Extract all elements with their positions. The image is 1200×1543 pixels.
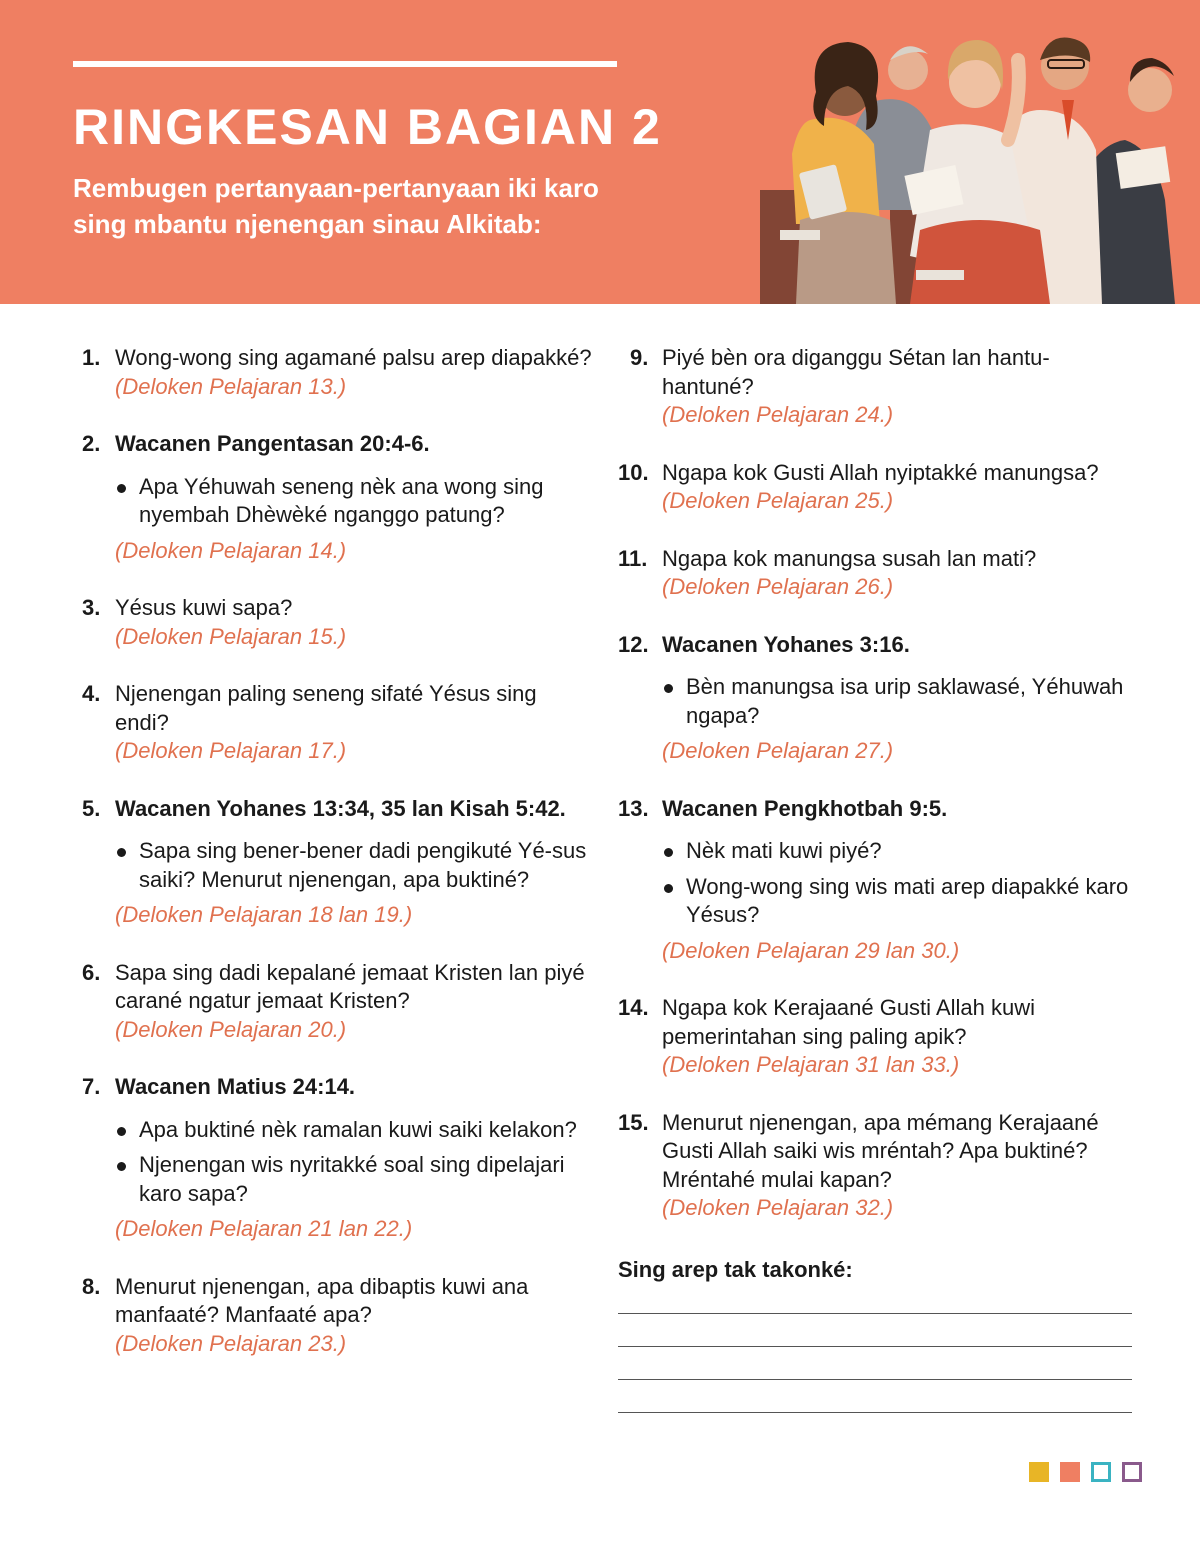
notes-heading: Sing arep tak takonké: (618, 1256, 853, 1282)
question-number: 8. (82, 1273, 101, 1299)
bullet-list (115, 473, 592, 530)
page-title: RINGKESAN BAGIAN 2 (73, 99, 662, 155)
orange-square-icon (1060, 1462, 1080, 1482)
header-rule (73, 61, 617, 67)
bullet-item: Apa Yéhuwah seneng nèk ana wong sing nyembah Dhèwèké nganggo patung? (115, 473, 592, 530)
question-number: 14. (618, 995, 649, 1020)
notes-line[interactable] (618, 1379, 1132, 1380)
question-text: Menurut njenengan, apa dibaptis kuwi ana manfaaté? Manfaaté apa? (115, 1273, 529, 1327)
audience-illustration (740, 20, 1200, 304)
question-text: Yésus kuwi sapa? (115, 595, 293, 620)
question-number: 12. (618, 631, 649, 657)
questions-left-column (82, 344, 592, 1358)
lesson-reference: (Deloken Pelajaran 26.) (662, 574, 894, 599)
lesson-reference: (Deloken Pelajaran 32.) (662, 1195, 894, 1220)
question-number: 7. (82, 1074, 101, 1099)
question-number: 2. (82, 431, 101, 456)
lesson-reference: (Deloken Pelajaran 31 lan 33.) (662, 1052, 960, 1077)
question-text: Piyé bèn ora diganggu Sétan lan hantu-hantuné? (662, 345, 1050, 399)
bullet-item: Wong-wong sing wis mati arep diapakké karo Yésus? (662, 873, 1138, 930)
question-number: 4. (82, 681, 101, 706)
lesson-reference: (Deloken Pelajaran 21 lan 22.) (115, 1216, 413, 1241)
question-text: Ngapa kok Gusti Allah nyiptakké manungsa? (662, 459, 1099, 485)
bullet-list (662, 837, 1138, 930)
question-number: 13. (618, 795, 649, 821)
reading-instruction: Wacanen Yohanes 13:34, 35 lan Kisah 5:42. (115, 795, 566, 821)
question-text: Ngapa kok Kerajaané Gusti Allah kuwi pemerintahan sing paling apik? (662, 995, 1035, 1049)
lesson-reference: (Deloken Pelajaran 13.) (115, 373, 347, 399)
notes-line[interactable] (618, 1346, 1132, 1347)
question-number: 11. (618, 545, 648, 571)
question-5 (82, 795, 592, 930)
purple-outline-square-icon (1122, 1462, 1142, 1482)
question-11 (618, 545, 1138, 602)
reading-instruction: Wacanen Matius 24:14. (115, 1074, 356, 1099)
question-15 (618, 1109, 1138, 1223)
question-9 (618, 344, 1138, 430)
question-text: Menurut njenengan, apa mémang Kerajaané Gusti Allah saiki wis mréntah? Apa buktiné? Mréntahé mulai kapan? (662, 1109, 1099, 1192)
question-7 (82, 1073, 592, 1244)
question-2 (82, 430, 592, 565)
bullet-item: Apa buktiné nèk ramalan kuwi saiki kelakon? (115, 1116, 592, 1145)
question-number: 1. (82, 345, 101, 370)
lesson-reference: (Deloken Pelajaran 29 lan 30.) (662, 937, 960, 963)
questions-right-column (618, 344, 1138, 1413)
bullet-item: Sapa sing bener-bener dadi pengikuté Yé-sus saiki? Menurut njenengan, apa buktiné? (115, 837, 592, 894)
question-13 (618, 795, 1138, 966)
bullet-list (115, 837, 592, 894)
reading-instruction: Wacanen Yohanes 3:16. (662, 631, 910, 657)
notes-line[interactable] (618, 1313, 1132, 1314)
question-12 (618, 631, 1138, 766)
question-6 (82, 959, 592, 1045)
lesson-reference: (Deloken Pelajaran 18 lan 19.) (115, 902, 413, 927)
question-number: 5. (82, 795, 101, 821)
yellow-square-icon (1029, 1462, 1049, 1482)
page-subtitle: Rembugen pertanyaan-pertanyaan iki karo sing mbantu njenengan sinau Alkitab: (73, 173, 599, 239)
question-text: Sapa sing dadi kepalané jemaat Kristen lan piyé carané ngatur jemaat Kristen? (115, 959, 585, 1013)
lesson-reference: (Deloken Pelajaran 25.) (662, 488, 894, 513)
decorative-squares (1029, 1462, 1142, 1482)
reading-instruction: Wacanen Pangentasan 20:4-6. (115, 431, 430, 456)
lesson-reference: (Deloken Pelajaran 14.) (115, 537, 347, 563)
question-14 (618, 994, 1138, 1080)
bullet-list (662, 673, 1138, 730)
reading-instruction: Wacanen Pengkhotbah 9:5. (662, 795, 948, 821)
question-number: 3. (82, 595, 101, 620)
bullet-item: Bèn manungsa isa urip saklawasé, Yéhuwah ngapa? (662, 673, 1138, 730)
bullet-item: Nèk mati kuwi piyé? (662, 837, 1138, 866)
question-4 (82, 680, 592, 766)
question-number: 10. (618, 459, 649, 485)
lesson-reference: (Deloken Pelajaran 23.) (115, 1330, 347, 1356)
teal-outline-square-icon (1091, 1462, 1111, 1482)
question-1 (82, 344, 592, 401)
bullet-item: Njenengan wis nyritakké soal sing dipelajari karo sapa? (115, 1151, 592, 1208)
lesson-reference: (Deloken Pelajaran 27.) (662, 738, 894, 763)
question-number: 9. (630, 345, 649, 370)
notes-line[interactable] (618, 1412, 1132, 1413)
question-text: Ngapa kok manungsa susah lan mati? (662, 545, 1037, 571)
lesson-reference: (Deloken Pelajaran 24.) (662, 402, 894, 427)
question-text: Wong-wong sing agamané palsu arep diapakké? (115, 345, 592, 370)
lesson-reference: (Deloken Pelajaran 15.) (115, 623, 347, 649)
question-number: 6. (82, 959, 101, 985)
question-8 (82, 1273, 592, 1359)
question-10 (618, 459, 1138, 516)
lesson-reference: (Deloken Pelajaran 17.) (115, 738, 347, 763)
question-number: 15. (618, 1109, 649, 1135)
question-text: Njenengan paling seneng sifaté Yésus sing endi? (115, 681, 537, 735)
lesson-reference: (Deloken Pelajaran 20.) (115, 1016, 347, 1042)
header-banner (0, 0, 1200, 304)
bullet-list (115, 1116, 592, 1209)
question-3 (82, 594, 592, 651)
